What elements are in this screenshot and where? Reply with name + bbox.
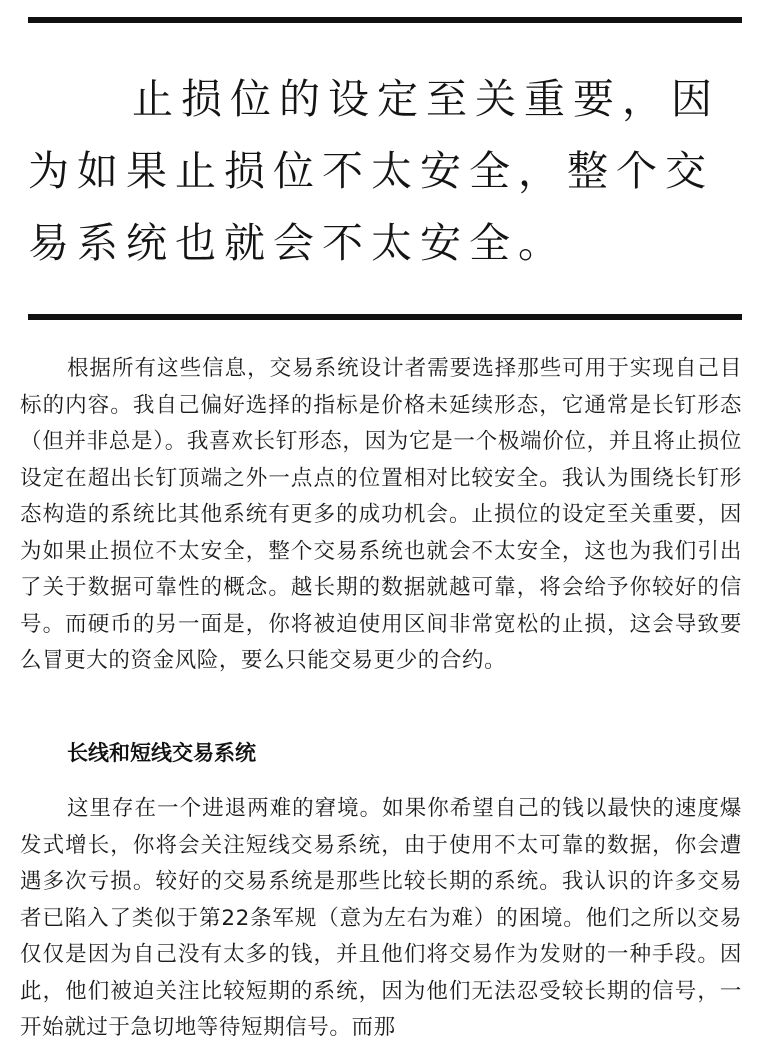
pull-quote: 止损位的设定至关重要，因为如果止损位不太安全，整个交易系统也就会不太安全。	[28, 75, 720, 267]
top-rule	[28, 17, 742, 23]
body-paragraph-1: 根据所有这些信息，交易系统设计者需要选择那些可用于实现自己目标的内容。我自己偏好选择的指标是价格未延续形态，它通常是长钉形态（但并非总是）。我喜欢长钉形态，因为它是一个极端价位，并且将止损位设定在超出长钉顶端之外一点点的位置相对比较安全。我认为围绕长钉形态构造的系统比其他系统有更多的成功机会。止损位的设定至关重要，因为如果止损位不太安全，整个交易系统也就会不太安全，这也为我们引出了关于数据可靠性的概念。越长期的数据就越可靠，将会给予你较好的信号。而硬币的另一面是，你将被迫使用区间非常宽松的止损，这会导致要么冒更大的资金风险，要么只能交易更少的合约。	[20, 356, 742, 673]
bottom-rule	[28, 314, 742, 320]
section-heading: 长线和短线交易系统	[67, 741, 256, 765]
body-paragraph-2: 这里存在一个进退两难的窘境。如果你希望自己的钱以最快的速度爆发式增长，你将会关注短线交易系统，由于使用不太可靠的数据，你会遭遇多次亏损。较好的交易系统是那些比较长期的系统。我认识的许多交易者已陷入了类似于第22条军规（意为左右为难）的困境。他们之所以交易仅仅是因为自己没有太多的钱，并且他们将交易作为发财的一种手段。因此，他们被迫关注比较短期的系统，因为他们无法忍受较长期的信号，一开始就过于急切地等待短期信号。而那	[20, 796, 742, 1040]
